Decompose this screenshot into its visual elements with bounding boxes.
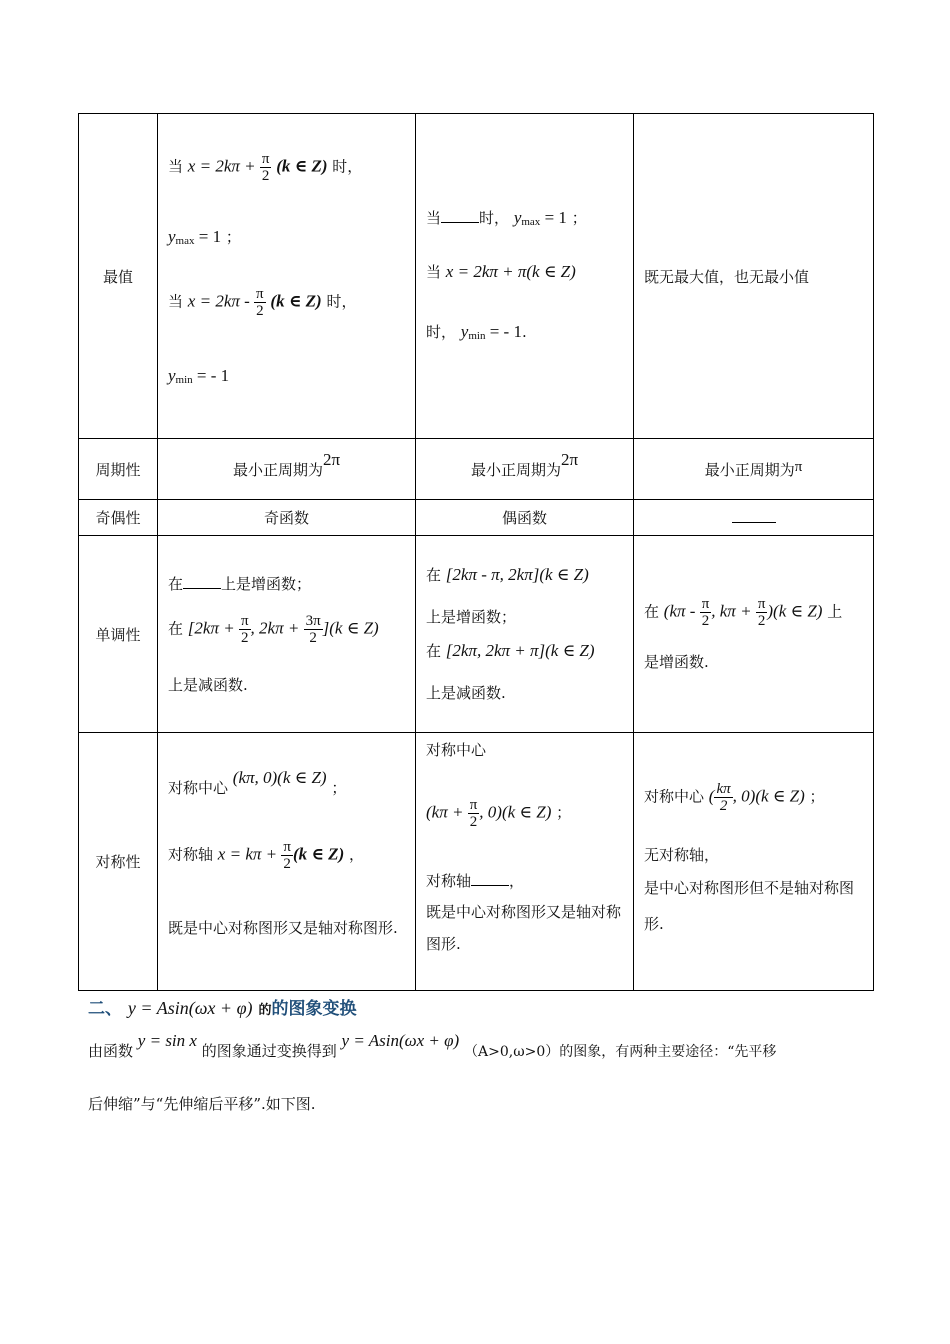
period-cos-text: 最小正周期为	[470, 460, 561, 479]
extremum-sin-then-2: 时，	[326, 292, 357, 311]
extremum-sin-when: 当	[168, 157, 184, 176]
monotonic-sin-frac-2: $\frac{3\pi}{2}$	[305, 612, 321, 646]
section-heading	[88, 994, 356, 1019]
extremum-sin-when-2: 当	[168, 292, 184, 311]
extremum-cos-min-x: x = 2kπ + π(k ∈ Z)	[445, 262, 576, 281]
period-cos-value: 2π	[560, 449, 579, 469]
extremum-sin-min-frac: $\frac{\pi}{2}$	[256, 286, 264, 319]
extremum-row	[79, 114, 874, 439]
symmetry-tan-center-a: (	[708, 786, 715, 806]
extremum-tan-cell: 既无最大值，也无最小值	[634, 114, 874, 439]
symmetry-cos-center-label: 对称中心	[426, 741, 487, 759]
monotonic-row	[79, 536, 874, 733]
monotonic-sin-at: 在	[168, 574, 184, 593]
symmetry-tan-center-b: , 0)(k ∈ Z)	[732, 786, 805, 806]
section-formula: y = Asin(ωx + φ)	[127, 998, 253, 1018]
extremum-sin-max-x: x = 2kπ +	[187, 156, 260, 176]
monotonic-cos-dec: 上是减函数.	[426, 684, 506, 702]
extremum-cos-ymin-sub: min	[468, 330, 486, 342]
extremum-sin-semicolon: ；	[225, 228, 241, 246]
symmetry-cos-semicolon: ；	[556, 803, 572, 822]
monotonic-label: 单调性	[79, 536, 158, 733]
symmetry-sin-comma: ，	[349, 845, 365, 864]
paragraph-line-2: 后伸缩”与“先伸缩后平移”.如下图.	[88, 1095, 316, 1113]
extremum-cos-ymin-val: = - 1	[485, 322, 522, 341]
extremum-cos-ymax-sub: max	[521, 216, 541, 228]
extremum-cos-ymax: y	[513, 208, 522, 227]
monotonic-sin-interval-c: ](k ∈ Z)	[322, 618, 379, 637]
symmetry-sin-axis: x = kπ +	[217, 844, 282, 864]
extremum-sin-ymin-sub: min	[175, 374, 193, 386]
period-sin-text: 最小正周期为	[232, 460, 323, 479]
extremum-sin-min-k: (k ∈ Z)	[270, 291, 322, 311]
body-p1-f1: y = sin x	[137, 1031, 197, 1050]
section-title: 的图象变换	[271, 999, 357, 1019]
body-p1-a: 由函数	[88, 1042, 134, 1060]
extremum-cos-semicolon: ；	[571, 209, 587, 227]
symmetry-label: 对称性	[79, 733, 158, 991]
monotonic-tan-cell	[634, 536, 874, 733]
properties-table	[78, 113, 874, 991]
monotonic-sin-interval-a: [2kπ +	[187, 618, 239, 637]
symmetry-tan-center-frac: $\frac{k\pi}{2}$	[716, 781, 731, 814]
symmetry-tan-semicolon: ；	[809, 787, 825, 806]
parity-sin-cell: 奇函数	[158, 500, 416, 536]
symmetry-sin-semicolon: ；	[331, 779, 347, 797]
monotonic-tan-on: 上	[827, 602, 843, 620]
extremum-sin-ymax: y	[168, 227, 176, 246]
extremum-sin-then: 时，	[332, 157, 363, 176]
extremum-sin-ymax-val: = 1	[194, 227, 222, 246]
symmetry-tan-center-label: 对称中心	[644, 787, 705, 806]
monotonic-cos-at: 在	[426, 566, 442, 584]
symmetry-tan-summary: 是中心对称图形但不是轴对称图形.	[644, 879, 855, 933]
monotonic-cos-inc: 上是增函数；	[426, 608, 517, 626]
parity-cos-cell: 偶函数	[416, 500, 634, 536]
extremum-cos-when-2: 当	[426, 263, 442, 281]
parity-tan-cell	[634, 500, 874, 536]
period-cos-cell	[416, 439, 634, 500]
monotonic-tan-inc: 是增函数.	[644, 652, 709, 671]
extremum-sin-ymax-sub: max	[175, 235, 195, 247]
extremum-cos-when: 当	[426, 209, 442, 227]
monotonic-sin-blank	[183, 576, 221, 589]
extremum-cos-then-comma: 时，	[479, 209, 510, 227]
section-number: 二、	[88, 999, 122, 1019]
extremum-sin-cell	[158, 114, 416, 439]
extremum-cos-cell	[416, 114, 634, 439]
monotonic-sin-dec: 上是减函数.	[168, 675, 248, 694]
symmetry-cos-axis-label: 对称轴	[426, 872, 472, 890]
parity-label: 奇偶性	[79, 500, 158, 536]
symmetry-cos-center-a: (kπ +	[426, 802, 468, 822]
extremum-label: 最值	[79, 114, 158, 439]
body-p1-c: （A>0,ω>0）的图象，有两种主要途径：“先平移	[464, 1044, 777, 1060]
symmetry-cos-center-b: , 0)(k ∈ Z)	[479, 802, 552, 822]
symmetry-cos-cell	[416, 733, 634, 991]
monotonic-cos-inc-interval: [2kπ - π, 2kπ](k ∈ Z)	[445, 565, 589, 584]
symmetry-sin-summary: 既是中心对称图形又是轴对称图形.	[168, 919, 398, 937]
extremum-sin-max-k: (k ∈ Z)	[276, 156, 328, 176]
extremum-cos-then: 时，	[426, 323, 457, 341]
monotonic-sin-interval-b: , 2kπ +	[250, 618, 304, 637]
symmetry-sin-axis-k: (k ∈ Z)	[292, 844, 345, 864]
symmetry-sin-axis-frac: $\frac{\pi}{2}$	[283, 839, 291, 872]
monotonic-sin-cell	[158, 536, 416, 733]
symmetry-tan-no-axis: 无对称轴，	[644, 846, 720, 864]
section-title-prefix: 的	[258, 1003, 272, 1018]
symmetry-sin-axis-label: 对称轴	[168, 845, 214, 864]
symmetry-cos-axis-comma: ，	[509, 872, 525, 890]
period-label: 周期性	[79, 439, 158, 500]
extremum-sin-ymin: y	[168, 366, 176, 385]
monotonic-tan-interval-b: , kπ +	[711, 601, 756, 620]
monotonic-cos-dec-interval: [2kπ, 2kπ + π](k ∈ Z)	[445, 641, 595, 660]
monotonic-sin-at-2: 在	[168, 619, 184, 637]
symmetry-tan-cell	[634, 733, 874, 991]
symmetry-row	[79, 733, 874, 991]
extremum-sin-ymin-val: = - 1	[192, 366, 230, 385]
monotonic-tan-frac-1: $\frac{\pi}{2}$	[701, 595, 710, 629]
extremum-cos-blank	[441, 210, 479, 223]
monotonic-tan-interval-c: )(k ∈ Z)	[767, 601, 823, 620]
extremum-sin-min-x: x = 2kπ -	[187, 291, 255, 311]
period-tan-cell	[634, 439, 874, 500]
period-tan-value: π	[794, 458, 803, 475]
parity-tan-blank	[732, 521, 776, 523]
extremum-cos-period: .	[521, 323, 527, 341]
monotonic-cos-cell	[416, 536, 634, 733]
period-sin-cell	[158, 439, 416, 500]
body-p1-b: 的图象通过变换得到	[201, 1042, 337, 1060]
extremum-sin-max-frac: $\frac{\pi}{2}$	[261, 151, 270, 184]
extremum-cos-ymax-val: = 1	[540, 208, 567, 227]
monotonic-tan-interval-a: (kπ -	[663, 601, 700, 620]
monotonic-tan-frac-2: $\frac{\pi}{2}$	[757, 595, 766, 629]
period-sin-value: 2π	[322, 449, 341, 469]
extremum-cos-ymin: y	[460, 322, 469, 341]
body-p1-f2: y = Asin(ωx + φ)	[341, 1031, 460, 1050]
monotonic-sin-inc: 上是增函数；	[221, 574, 312, 593]
period-tan-text: 最小正周期为	[704, 460, 795, 479]
symmetry-sin-center-label: 对称中心	[168, 779, 229, 797]
symmetry-cos-blank	[471, 873, 509, 886]
monotonic-cos-at-2: 在	[426, 642, 442, 660]
monotonic-tan-at: 在	[644, 602, 660, 620]
symmetry-cos-summary: 既是中心对称图形又是轴对称图形.	[426, 903, 622, 953]
monotonic-sin-frac-1: $\frac{\pi}{2}$	[240, 612, 249, 646]
symmetry-cos-center-frac: $\frac{\pi}{2}$	[469, 797, 478, 830]
paragraph-line-1	[88, 1028, 868, 1060]
parity-row	[79, 500, 874, 536]
symmetry-sin-center: (kπ, 0)(k ∈ Z)	[232, 768, 327, 787]
symmetry-sin-cell	[158, 733, 416, 991]
period-row	[79, 439, 874, 500]
